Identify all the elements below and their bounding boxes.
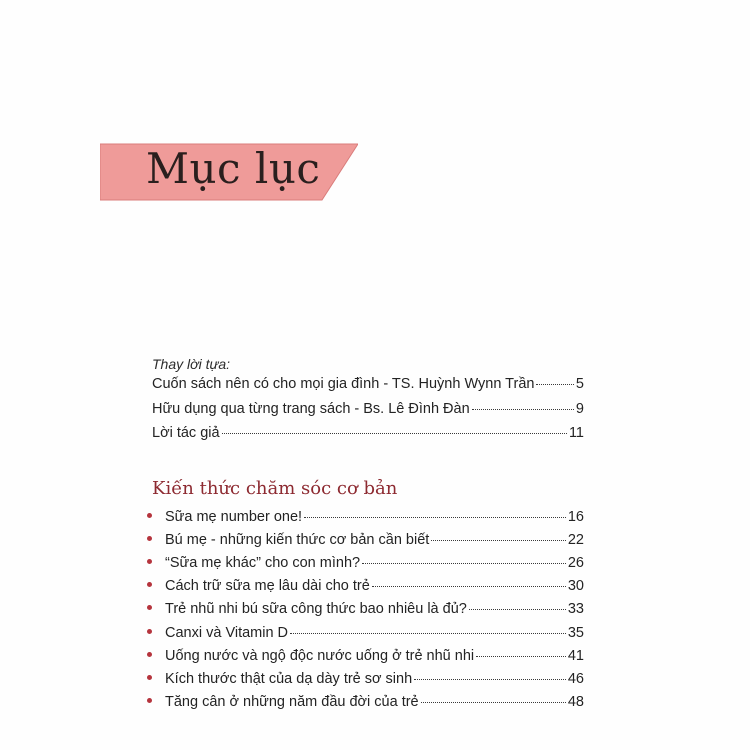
toc-entry-page: 9: [575, 401, 584, 417]
toc-entry-preface-2[interactable]: [152, 401, 584, 421]
toc-entry-section-5[interactable]: [147, 601, 584, 621]
toc-entry-preface-3[interactable]: [152, 425, 584, 445]
toc-entry-section-6[interactable]: [147, 625, 584, 645]
dot-leader: [476, 656, 566, 657]
bullet-icon: [147, 675, 152, 680]
toc-entry-title: Uống nước và ngộ độc nước uống ở trẻ nhũ nhi: [165, 648, 475, 664]
title-banner: [100, 140, 358, 202]
toc-entry-section-1[interactable]: [147, 509, 584, 529]
dot-leader: [536, 384, 573, 385]
toc-entry-page: 11: [568, 425, 584, 441]
bullet-icon: [147, 513, 152, 518]
bullet-icon: [147, 559, 152, 564]
dot-leader: [304, 517, 566, 518]
dot-leader: [372, 586, 566, 587]
bullet-icon: [147, 652, 152, 657]
bullet-icon: [147, 582, 152, 587]
toc-entry-title: Cuốn sách nên có cho mọi gia đình - TS. Huỳnh Wynn Trần: [152, 376, 535, 392]
toc-entry-page: 48: [567, 694, 584, 710]
toc-entry-page: 5: [575, 376, 584, 392]
toc-entry-section-9[interactable]: [147, 694, 584, 714]
toc-entry-title: Bú mẹ - những kiến thức cơ bản cần biết: [165, 532, 430, 548]
page-title: Mục lục: [146, 144, 321, 193]
bullet-icon: [147, 698, 152, 703]
toc-entry-preface-1[interactable]: [152, 376, 584, 396]
toc-entry-section-2[interactable]: [147, 532, 584, 552]
toc-entry-title: Hữu dụng qua từng trang sách - Bs. Lê Đình Đàn: [152, 401, 470, 417]
toc-entry-title: Sữa mẹ number one!: [165, 509, 303, 525]
toc-entry-title: Canxi và Vitamin D: [165, 625, 289, 641]
dot-leader: [469, 609, 566, 610]
dot-leader: [421, 702, 566, 703]
toc-entry-page: 41: [567, 648, 584, 664]
section-heading: Kiến thức chăm sóc cơ bản: [152, 478, 398, 499]
toc-entry-section-7[interactable]: [147, 648, 584, 668]
toc-entry-title: Trẻ nhũ nhi bú sữa công thức bao nhiêu là đủ?: [165, 601, 467, 617]
dot-leader: [290, 633, 566, 634]
toc-entry-title: Tăng cân ở những năm đầu đời của trẻ: [165, 694, 419, 710]
dot-leader: [362, 563, 566, 564]
dot-leader: [431, 540, 566, 541]
bullet-icon: [147, 629, 152, 634]
toc-entry-page: 22: [567, 532, 584, 548]
dot-leader: [472, 409, 574, 410]
toc-entry-page: 35: [567, 625, 584, 641]
toc-entry-title: Kích thước thật của dạ dày trẻ sơ sinh: [165, 671, 413, 687]
bullet-icon: [147, 605, 152, 610]
toc-entry-page: 26: [567, 555, 584, 571]
bullet-icon: [147, 536, 152, 541]
dot-leader: [222, 433, 567, 434]
toc-entry-title: “Sữa mẹ khác” cho con mình?: [165, 555, 361, 571]
toc-entry-title: Lời tác giả: [152, 425, 220, 441]
toc-entry-page: 33: [567, 601, 584, 617]
toc-entry-section-3[interactable]: [147, 555, 584, 575]
toc-entry-section-4[interactable]: [147, 578, 584, 598]
toc-entry-title: Cách trữ sữa mẹ lâu dài cho trẻ: [165, 578, 370, 594]
toc-entry-page: 46: [567, 671, 584, 687]
preface-heading: Thay lời tựa:: [152, 356, 231, 372]
toc-entry-section-8[interactable]: [147, 671, 584, 691]
toc-entry-page: 16: [567, 509, 584, 525]
dot-leader: [414, 679, 566, 680]
toc-entry-page: 30: [567, 578, 584, 594]
